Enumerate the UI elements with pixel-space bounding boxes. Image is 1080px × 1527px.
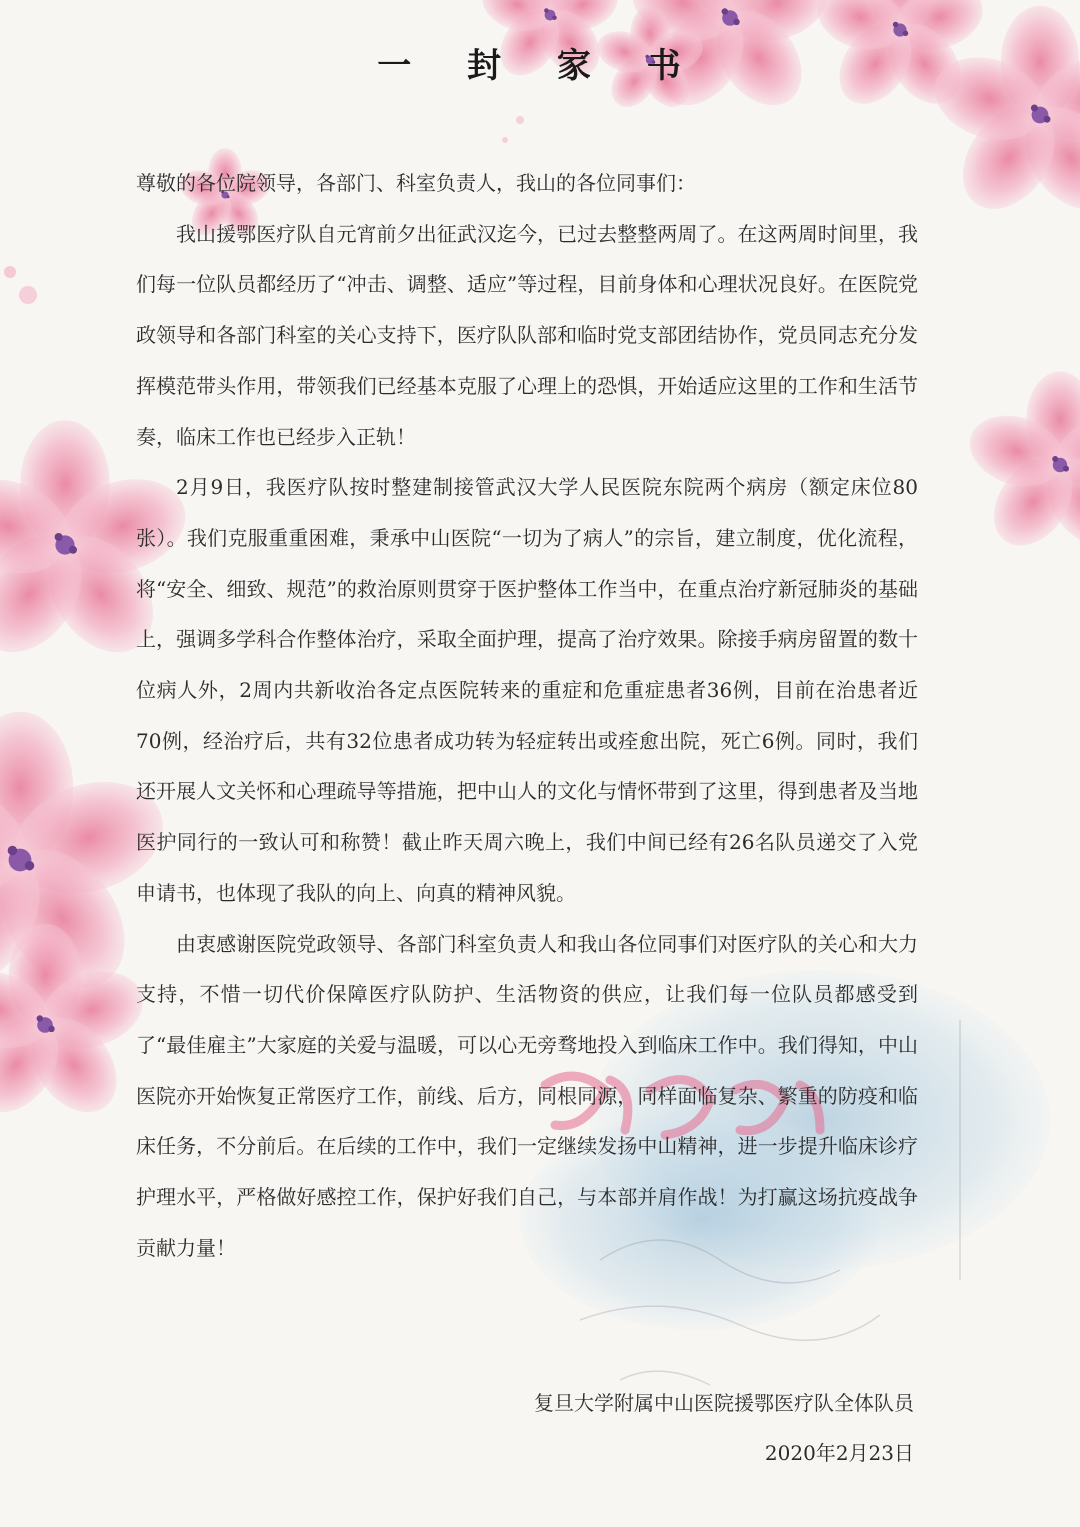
salutation: 尊敬的各位院领导，各部门、科室负责人，我山的各位同事们： [136, 171, 696, 195]
paragraph: 由衷感谢医院党政领导、各部门科室负责人和我山各位同事们对医疗队的关心和大力支持，不惜一切代价保障医疗队防护、生活物资的供应，让我们每一位队员都感受到了“最佳雇主”大家庭的关爱与温暖，可以心无旁骛地投入到临床工作中。我们得知，中山医院亦开始恢复正常医疗工作，前线、后方，同根同源，同样面临复杂、繁重的防疫和临床任务，不分前后。在后续的工作中，我们一定继续发扬中山精神，进一步提升临床诊疗护理水平，严格做好感控工作，保护好我们自己，与本部并肩作战！为打赢这场抗疫战争贡献力量！ [136, 931, 918, 1260]
flower-decoration [961, 371, 1080, 560]
signature: 复旦大学附属中山医院援鄂医疗队全体队员 [534, 1391, 914, 1415]
flower-decoration [0, 924, 153, 1129]
paragraph: 我山援鄂医疗队自元宵前夕出征武汉迄今，已过去整整两周了。在这两周时间里，我们每一位队员都经历了“冲击、调整、适应”等过程，目前身体和心理状况良好。在医院党政领导和各部门科室的关心支持下，医疗队队部和临时党支部团结协作，党员同志充分发挥模范带头作用，带领我们已经基本克服了心理上的恐惧，开始适应这里的工作和生活节奏，临床工作也已经步入正轨！ [136, 221, 918, 449]
letter-body [136, 158, 918, 1273]
letter-date: 2020年2月23日 [764, 1441, 914, 1465]
paragraph: 2月9日，我医疗队按时整建制接管武汉大学人民医院东院两个病房（额定床位80张）。我们克服重重困难，秉承中山医院“一切为了病人”的宗旨，建立制度，优化流程，将“安全、细致、规范”的救治原则贯穿于医护整体工作当中，在重点治疗新冠肺炎的基础上，强调多学科合作整体治疗，采取全面护理，提高了治疗效果。除接手病房留置的数十位病人外，2周内共新收治各定点医院转来的重症和危重症患者36例，目前在治患者近70例，经治疗后，共有32位患者成功转为轻症转出或痊愈出院，死亡6例。同时，我们还开展人文关怀和心理疏导等措施，把中山人的文化与情怀带到了这里，得到患者及当地医护同行的一致认可和称赞！截止昨天周六晚上，我们中间已经有26名队员递交了入党申请书，也体现了我队的向上、向真的精神风貌。 [136, 475, 918, 905]
letter-title: 一 封 家 书 [377, 46, 703, 86]
